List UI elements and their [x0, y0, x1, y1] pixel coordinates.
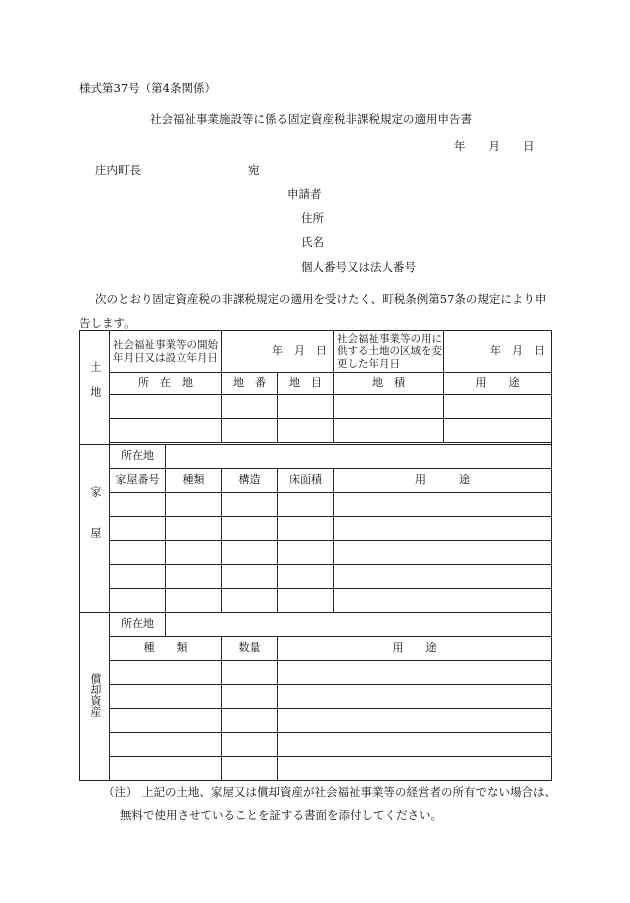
house-col-use: 用 途: [334, 469, 552, 493]
depreciable-cell[interactable]: [278, 733, 552, 757]
house-cell[interactable]: [222, 541, 278, 565]
land-cell[interactable]: [278, 419, 334, 443]
depreciable-location-value[interactable]: [166, 613, 552, 637]
land-cell[interactable]: [444, 419, 552, 443]
depreciable-cell[interactable]: [110, 733, 222, 757]
depreciable-cell[interactable]: [110, 685, 222, 709]
table-row: [80, 419, 552, 443]
depreciable-cell[interactable]: [222, 757, 278, 781]
house-section-label: 家屋: [80, 445, 110, 613]
house-cell[interactable]: [222, 565, 278, 589]
land-start-date-label: 社会福祉事業等の開始年月日又は設立年月日: [110, 331, 222, 373]
date-line: 年 月 日: [454, 139, 535, 153]
land-cell[interactable]: [110, 395, 222, 419]
depreciable-cell[interactable]: [222, 733, 278, 757]
house-cell[interactable]: [278, 589, 334, 613]
house-cell[interactable]: [166, 565, 222, 589]
applicant-id-label: 個人番号又は法人番号: [301, 260, 416, 274]
addressee: 庄内町長: [95, 163, 141, 177]
house-cell[interactable]: [166, 493, 222, 517]
house-location-label: 所在地: [110, 445, 166, 469]
house-col-number: 家屋番号: [110, 469, 166, 493]
land-col-category: 地 目: [278, 373, 334, 395]
land-cell[interactable]: [278, 395, 334, 419]
depreciable-cell[interactable]: [222, 685, 278, 709]
land-cell[interactable]: [222, 395, 278, 419]
house-cell[interactable]: [222, 493, 278, 517]
applicant-name-label: 氏名: [301, 235, 324, 249]
table-row: [80, 685, 552, 709]
house-cell[interactable]: [110, 565, 166, 589]
land-col-location: 所 在 地: [110, 373, 222, 395]
table-row: [80, 517, 552, 541]
land-start-date-value[interactable]: 年 月 日: [222, 331, 334, 373]
land-col-lot-number: 地 番: [222, 373, 278, 395]
table-row: [80, 493, 552, 517]
house-cell[interactable]: [278, 541, 334, 565]
depreciable-col-use: 用 途: [278, 637, 552, 661]
table-row: [80, 541, 552, 565]
depreciable-section-label: 償却資産: [80, 613, 110, 781]
addressee-suffix: 宛: [248, 163, 260, 177]
applicant-heading: 申請者: [287, 187, 322, 201]
land-cell[interactable]: [334, 395, 444, 419]
form-number: 様式第37号（第4条関係）: [79, 81, 216, 95]
depreciable-location-label: 所在地: [110, 613, 166, 637]
depreciable-cell[interactable]: [110, 661, 222, 685]
land-cell[interactable]: [334, 419, 444, 443]
house-cell[interactable]: [278, 565, 334, 589]
land-change-date-label: 社会福祉事業等の用に供する土地の区域を変更した年月日: [334, 331, 444, 373]
land-cell[interactable]: [222, 419, 278, 443]
house-cell[interactable]: [222, 589, 278, 613]
table-row: [80, 733, 552, 757]
depreciable-cell[interactable]: [278, 661, 552, 685]
note-prefix: （注）: [103, 785, 138, 799]
depreciable-cell[interactable]: [222, 709, 278, 733]
depreciable-cell[interactable]: [278, 709, 552, 733]
house-col-floor-area: 床面積: [278, 469, 334, 493]
land-col-area: 地 積: [334, 373, 444, 395]
intro-line-1: 次のとおり固定資産税の非課税規定の適用を受けたく、町税条例第57条の規定により申: [95, 292, 547, 306]
house-cell[interactable]: [110, 493, 166, 517]
depreciable-col-quantity: 数量: [222, 637, 278, 661]
house-cell[interactable]: [334, 565, 552, 589]
depreciable-cell[interactable]: [278, 757, 552, 781]
house-cell[interactable]: [166, 541, 222, 565]
depreciable-cell[interactable]: [110, 757, 222, 781]
depreciable-col-type: 種 類: [110, 637, 222, 661]
land-cell[interactable]: [110, 419, 222, 443]
house-cell[interactable]: [278, 493, 334, 517]
land-section-label: 土地: [80, 331, 110, 445]
house-cell[interactable]: [110, 589, 166, 613]
house-cell[interactable]: [110, 517, 166, 541]
house-cell[interactable]: [334, 493, 552, 517]
note-line-2: 無料で使用させていることを証する書面を添付してください。: [120, 808, 442, 822]
document-title: 社会福祉事業施設等に係る固定資産税非課税規定の適用申告書: [150, 112, 472, 126]
table-row: [80, 395, 552, 419]
house-cell[interactable]: [222, 517, 278, 541]
table-row: [80, 709, 552, 733]
intro-line-2: 告します。: [79, 316, 136, 330]
house-cell[interactable]: [110, 541, 166, 565]
note-line-1: 上記の土地、家屋又は償却資産が社会福祉事業等の経営者の所有でない場合は、: [142, 785, 556, 799]
table-row: [80, 757, 552, 781]
house-cell[interactable]: [166, 517, 222, 541]
application-table: [79, 330, 552, 781]
house-location-value[interactable]: [166, 445, 552, 469]
table-row: [80, 661, 552, 685]
house-cell[interactable]: [334, 517, 552, 541]
house-col-type: 種類: [166, 469, 222, 493]
house-cell[interactable]: [334, 541, 552, 565]
depreciable-cell[interactable]: [278, 685, 552, 709]
land-change-date-value[interactable]: 年 月 日: [444, 331, 552, 373]
table-row: [80, 589, 552, 613]
house-cell[interactable]: [334, 589, 552, 613]
land-col-use: 用 途: [444, 373, 552, 395]
house-cell[interactable]: [278, 517, 334, 541]
table-row: [80, 565, 552, 589]
land-cell[interactable]: [444, 395, 552, 419]
house-cell[interactable]: [166, 589, 222, 613]
house-col-structure: 構造: [222, 469, 278, 493]
applicant-address-label: 住所: [301, 211, 324, 225]
depreciable-cell[interactable]: [222, 661, 278, 685]
depreciable-cell[interactable]: [110, 709, 222, 733]
